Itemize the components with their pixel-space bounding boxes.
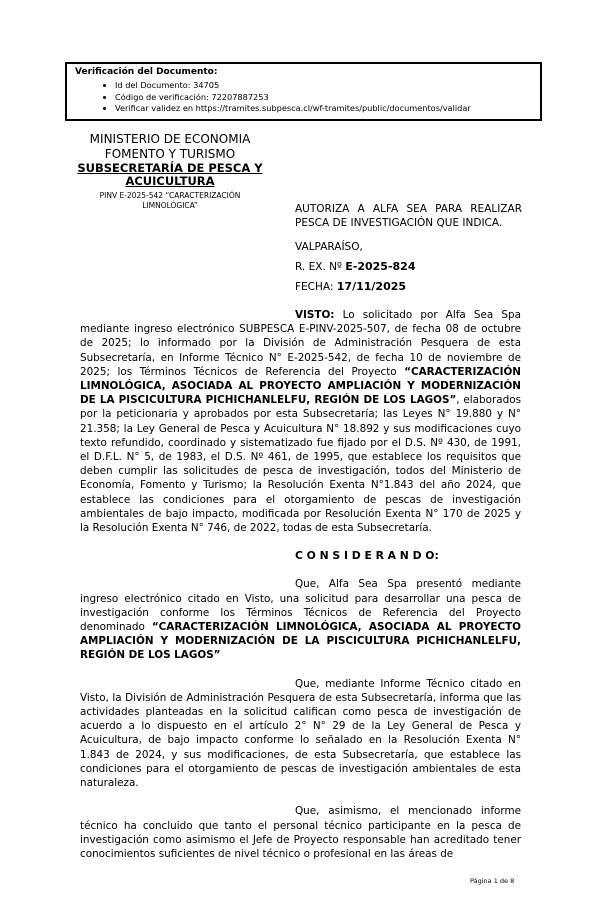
verification-item-document-id: • Id del Documento: 34705 [115,80,534,92]
verification-item-code: • Código de verificación: 72207887253 [115,92,534,104]
verification-item-url: • Verificar validez en https://tramites.subpesca.cl/wf-tramites/public/documentos/validar [115,103,534,115]
resolution-subject: AUTORIZA A ALFA SEA PARA REALIZAR PESCA DE INVESTIGACIÓN QUE INDICA. [295,203,522,229]
considerando-1-text: Que, Alfa Sea Spa presentó mediante ingreso electrónico citado en Visto, una solicitud para desarrollar una pesca de investigación conforme los Términos Técnicos de Referencia del Proyecto denominado [80,578,521,634]
ministry-name-line2: FOMENTO Y TURISMO [104,146,236,161]
considerando-paragraph-3: Que, asimismo, el mencionado informe técnico ha concluido que tanto el personal técnico participante en la pesca de investigación como asimismo el Jefe de Proyecto responsable han acreditado tener conocimientos suficientes de nivel técnico o profesional en las áreas de [80,805,521,860]
resolution-number-line [295,260,522,273]
considerando-1-project-title: “CARACTERIZACIÓN LIMNOLÓGICA, ASOCIADA AL PROYECTO AMPLIACIÓN Y MODERNIZACIÓN DE LA PISCICULTURA PICHICHANLELFU, REGIÓN DE LOS LAGOS” [80,621,521,662]
resolution-date-label: FECHA: [295,280,337,293]
resolution-body [80,308,521,861]
visto-label: VISTO: [295,309,335,321]
project-reference: PINV E-2025-542 “CARACTERIZACIÓN LIMNOLÓGICA” [99,191,241,210]
resolution-header [295,203,522,293]
letterhead [40,132,300,210]
considerando-paragraph-2: Que, mediante Informe Técnico citado en Visto, la División de Administración Pesquera de esta Subsecretaría, informa que las actividades planteadas en la solicitud califican como pesca de investigación de acuerdo a lo dispuesto en el artículo 2° N° 29 de la Ley General de Pesca y Acuicultura, de bajo impacto conforme lo señalado en la Resolución Exenta N° 1.843 de 2024, y sus modificaciones, de esta Subsecretaría, que establece las condiciones para el otorgamiento de pescas de investigación ambientales de esta naturaleza. [80,677,521,790]
city-line: VALPARAÍSO, [295,240,363,253]
visto-text-1: Lo solicitado por Alfa Sea Spa mediante ingreso electrónico SUBPESCA E-PINV-2025-507, de fecha 08 de octubre de 2025; lo informado por la División de Administración Pesquera de esta Subsecretaría, en Informe Técnico N° E-2025-542, de fecha 10 de noviembre de 2025; los Términos Técnicos de Referencia del Proyecto [80,309,521,378]
resolution-number-label: R. EX. Nº [295,260,346,273]
ministry-name-line1: MINISTERIO DE ECONOMIA [89,132,251,146]
resolution-number-value: E-2025-824 [345,259,416,273]
verification-title: Verificación del Documento: [75,67,218,77]
considerando-paragraph-1 [80,577,521,662]
visto-paragraph [80,308,521,535]
subsecretaria-name: SUBSECRETARÍA DE PESCA Y ACUICULTURA [77,161,263,188]
visto-project-title: “CARACTERIZACIÓN LIMNOLÓGICA, ASOCIADA AL PROYECTO AMPLIACIÓN Y MODERNIZACIÓN DE LA PISCICULTURA PICHICHANLELFU, REGIÓN DE LOS LAGOS” [80,365,521,407]
page-number: Página 1 de 8 [470,877,515,885]
verification-list [75,80,534,115]
considerando-heading: C O N S I D E R A N D O: [295,549,439,563]
visto-text-2: , elaborados por la peticionaria y aprobados por esta Subsecretaría; las Leyes N° 19.880 y N° 21.358; la Ley General de Pesca y Acuicultura N° 18.892 y sus modificaciones cuyo texto refundido, coordinado y sistematizado fue fijado por el D.S. Nº 430, de 1991, el D.F.L. N° 5, de 1983, el D.S. Nº 461, de 1995, que establece los requisitos que deben cumplir las solicitudes de pesca de investigación, todos del Ministerio de Economía, Fomento y Turismo; la Resolución Exenta N°1.843 del año 2024, que establece las condiciones para el otorgamiento de pescas de investigación ambientales de bajo impacto, modificada por Resolución Exenta N° 170 de 2025 y la Resolución Exenta N° 746, de 2022, todas de esta Subsecretaría. [80,394,521,535]
resolution-date-line [295,280,522,293]
resolution-date-value: 17/11/2025 [336,279,407,293]
verification-box [65,62,542,121]
